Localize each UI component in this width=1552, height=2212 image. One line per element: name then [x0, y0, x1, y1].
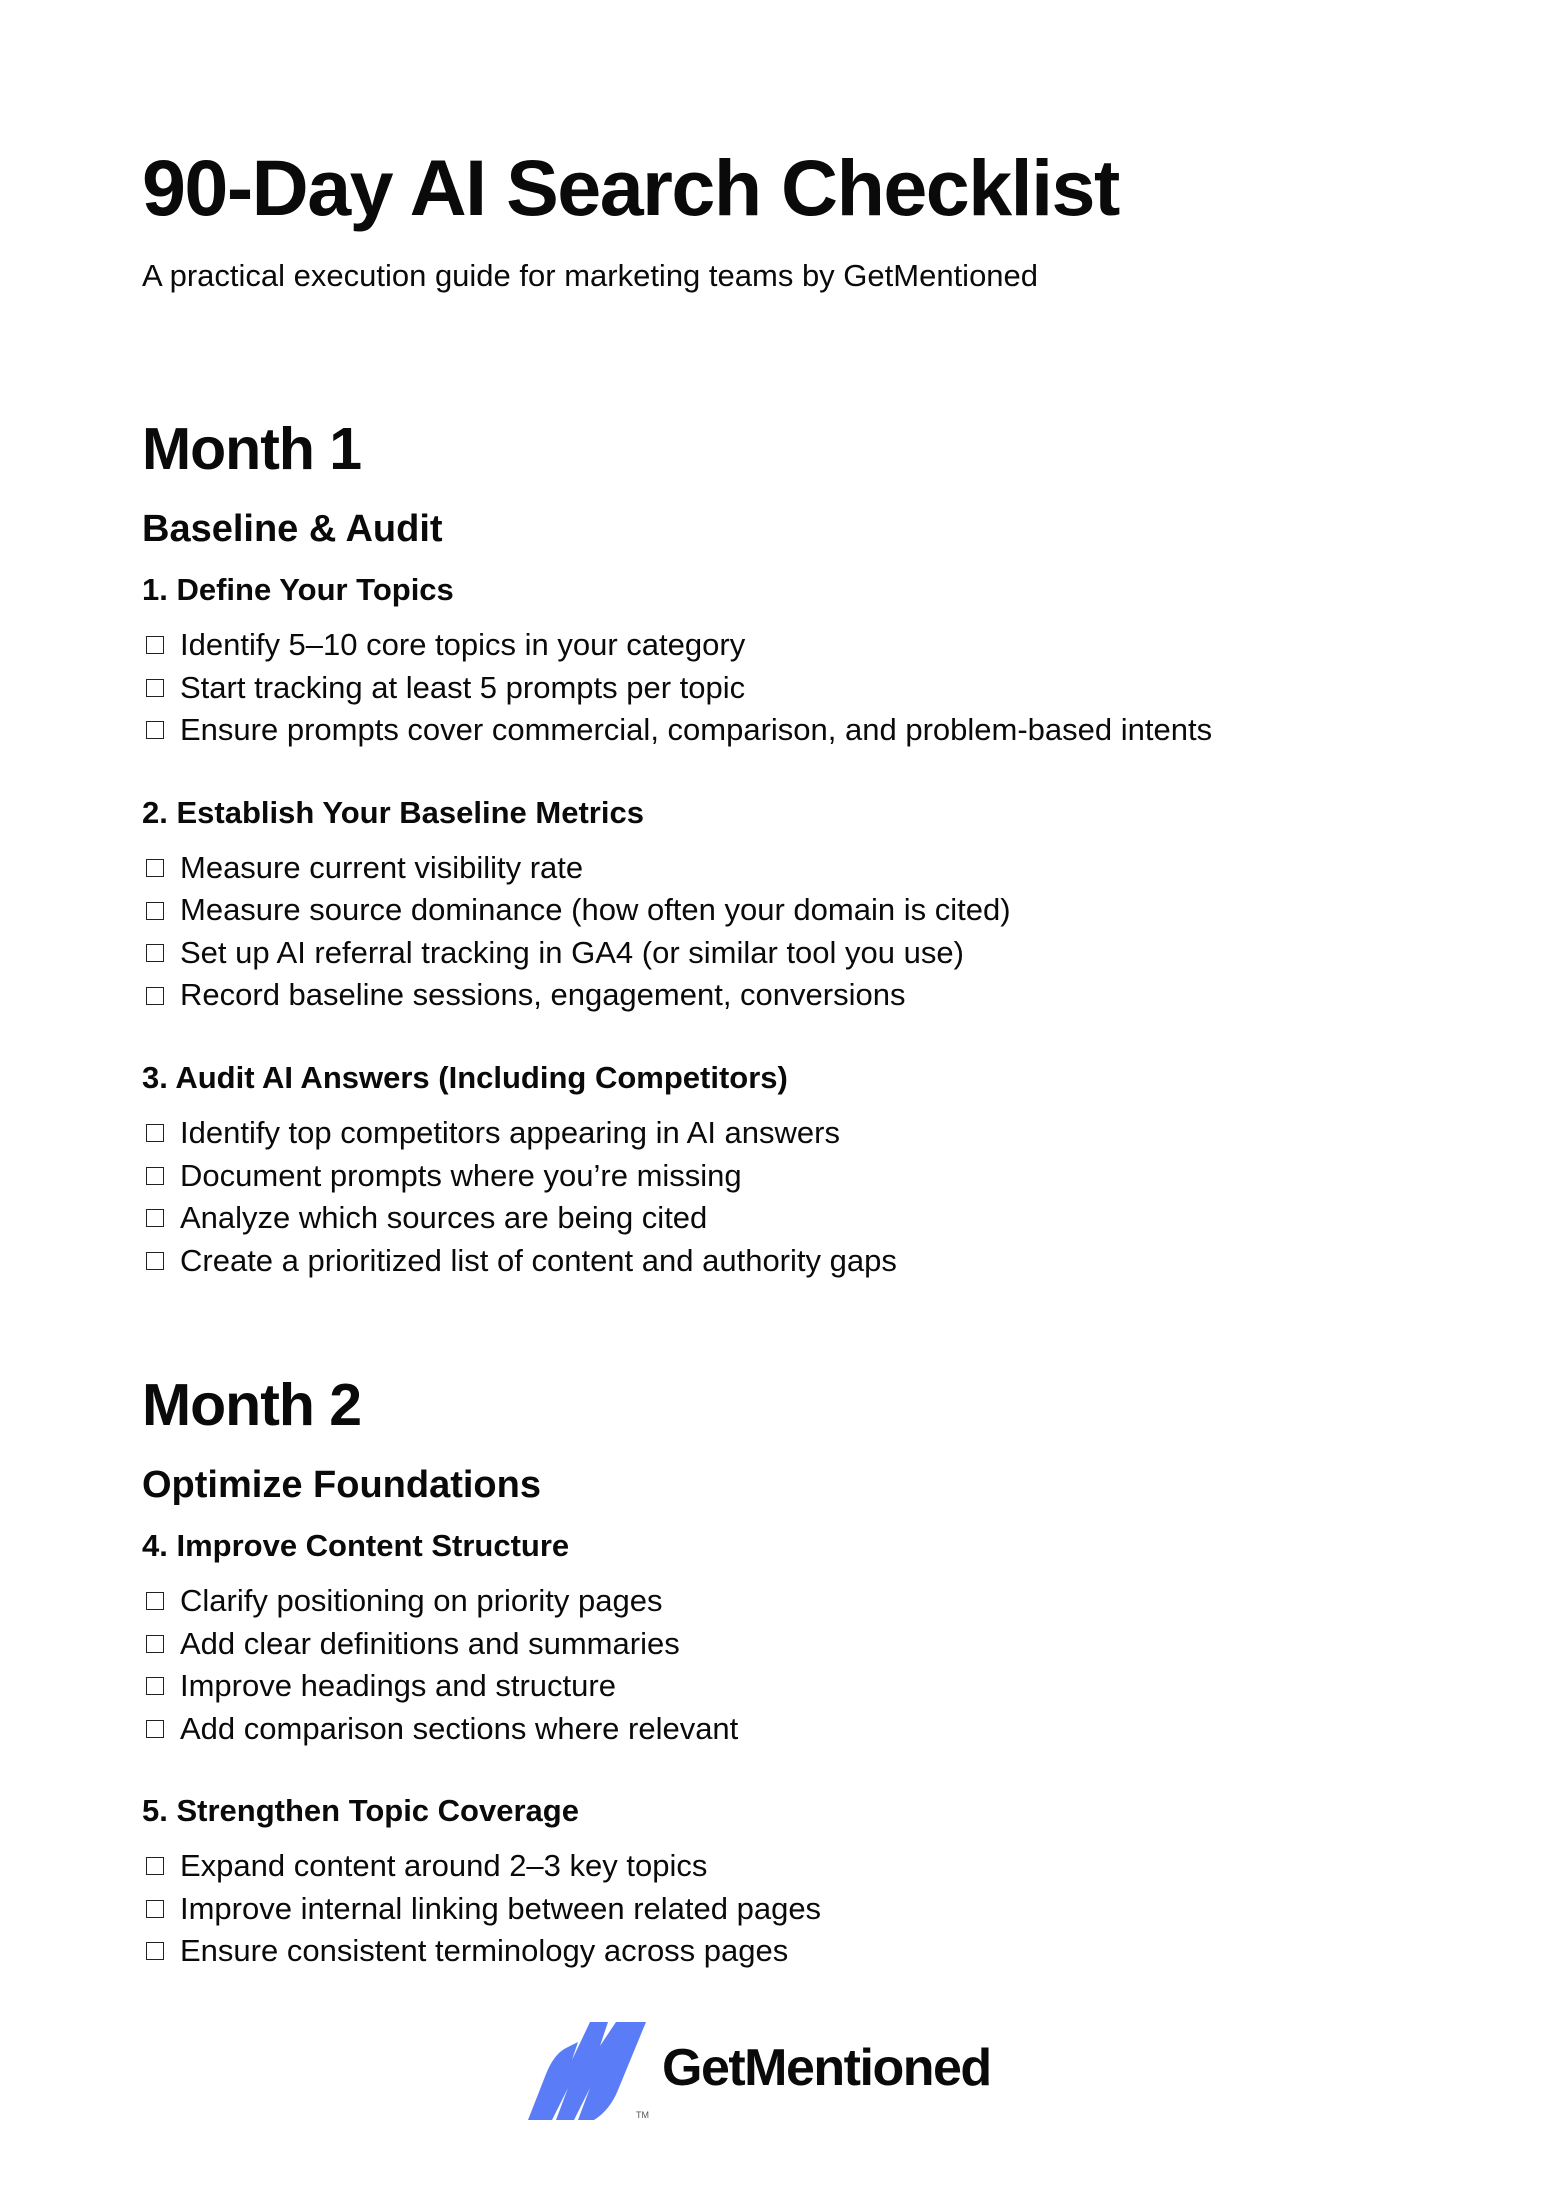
month-subheading: Baseline & Audit [142, 508, 443, 551]
checklist-item[interactable] [142, 1112, 1412, 1155]
checklist-item-label: Identify top competitors appearing in AI answers [180, 1115, 840, 1151]
checklist [142, 1112, 1412, 1282]
checklist-item-label: Ensure prompts cover commercial, comparison, and problem-based intents [180, 712, 1213, 748]
section-title: 1. Define Your Topics [142, 571, 454, 607]
section-title: 2. Establish Your Baseline Metrics [142, 794, 644, 830]
checkbox-icon[interactable] [146, 1677, 164, 1695]
checklist-item[interactable] [142, 1155, 1412, 1198]
checklist-item-label: Record baseline sessions, engagement, conversions [180, 977, 906, 1013]
checklist-item[interactable] [142, 1580, 1412, 1623]
checklist-item[interactable] [142, 974, 1412, 1017]
month-subheading: Optimize Foundations [142, 1464, 541, 1507]
section-title: 3. Audit AI Answers (Including Competitors) [142, 1059, 788, 1095]
checklist-item[interactable] [142, 1708, 1412, 1751]
checklist-item-label: Identify 5–10 core topics in your category [180, 627, 746, 663]
checkbox-icon[interactable] [146, 679, 164, 697]
checklist-item-label: Add clear definitions and summaries [180, 1625, 680, 1661]
checklist-item-label: Improve internal linking between related pages [180, 1890, 822, 1926]
checkbox-icon[interactable] [146, 1167, 164, 1185]
logo-mark-shape [528, 2016, 648, 2120]
checklist-item[interactable] [142, 932, 1412, 975]
checkbox-icon[interactable] [146, 1635, 164, 1653]
checklist-item-label: Measure source dominance (how often your domain is cited) [180, 892, 1011, 928]
checklist [142, 1845, 1412, 1973]
checklist-section [142, 1527, 1412, 1750]
checklist-section [142, 1059, 1412, 1282]
checklist-item[interactable] [142, 709, 1412, 752]
page-subtitle: A practical execution guide for marketing teams by GetMentioned [142, 258, 1039, 293]
checklist-item-label: Set up AI referral tracking in GA4 (or similar tool you use) [180, 934, 964, 970]
checkbox-icon[interactable] [146, 944, 164, 962]
checklist-item[interactable] [142, 667, 1412, 710]
checklist [142, 1580, 1412, 1750]
checklist-item[interactable] [142, 1240, 1412, 1283]
checkbox-icon[interactable] [146, 721, 164, 739]
footer-logo [528, 2016, 991, 2120]
checklist-item-label: Analyze which sources are being cited [180, 1200, 708, 1236]
checklist-item[interactable] [142, 1665, 1412, 1708]
checkbox-icon[interactable] [146, 1720, 164, 1738]
checklist-section [142, 1792, 1412, 1973]
page-title: 90-Day AI Search Checklist [142, 143, 1119, 232]
checklist-item-label: Expand content around 2–3 key topics [180, 1848, 708, 1884]
checkbox-icon[interactable] [146, 636, 164, 654]
checkbox-icon[interactable] [146, 1900, 164, 1918]
checkbox-icon[interactable] [146, 1857, 164, 1875]
checkbox-icon[interactable] [146, 859, 164, 877]
checklist-item[interactable] [142, 1930, 1412, 1973]
document-page [142, 143, 1412, 1973]
checklist-section [142, 571, 1412, 752]
checklist-item[interactable] [142, 1623, 1412, 1666]
checkbox-icon[interactable] [146, 1252, 164, 1270]
month-heading: Month 1 [142, 416, 362, 483]
getmentioned-logo-icon [528, 2016, 648, 2120]
checkbox-icon[interactable] [146, 1124, 164, 1142]
checkbox-icon[interactable] [146, 1942, 164, 1960]
checklist-item[interactable] [142, 1197, 1412, 1240]
checklist-item-label: Improve headings and structure [180, 1668, 616, 1704]
checklist-item[interactable] [142, 1888, 1412, 1931]
checklist-item-label: Document prompts where you’re missing [180, 1157, 742, 1193]
checklist-item[interactable] [142, 1845, 1412, 1888]
section-title: 4. Improve Content Structure [142, 1527, 570, 1563]
month-heading: Month 2 [142, 1372, 362, 1439]
checklist [142, 624, 1412, 752]
checkbox-icon[interactable] [146, 1209, 164, 1227]
section-title: 5. Strengthen Topic Coverage [142, 1793, 579, 1829]
checkbox-icon[interactable] [146, 987, 164, 1005]
checkbox-icon[interactable] [146, 1592, 164, 1610]
brand-wordmark: GetMentioned [662, 2039, 991, 2097]
checklist-item-label: Measure current visibility rate [180, 849, 584, 885]
checklist-section [142, 794, 1412, 1017]
checklist [142, 847, 1412, 1017]
checklist-item-label: Create a prioritized list of content and authority gaps [180, 1242, 897, 1278]
checklist-item-label: Clarify positioning on priority pages [180, 1583, 663, 1619]
checkbox-icon[interactable] [146, 902, 164, 920]
trademark-mark: TM [636, 2110, 649, 2120]
checklist-item[interactable] [142, 847, 1412, 890]
logo-mark-path [528, 2022, 646, 2120]
checklist-item-label: Ensure consistent terminology across pages [180, 1933, 789, 1969]
month-2-block [142, 1372, 1412, 1973]
checklist-item[interactable] [142, 624, 1412, 667]
checklist-item[interactable] [142, 889, 1412, 932]
checklist-item-label: Start tracking at least 5 prompts per topic [180, 669, 746, 705]
month-1-block [142, 416, 1412, 1282]
checklist-item-label: Add comparison sections where relevant [180, 1710, 739, 1746]
